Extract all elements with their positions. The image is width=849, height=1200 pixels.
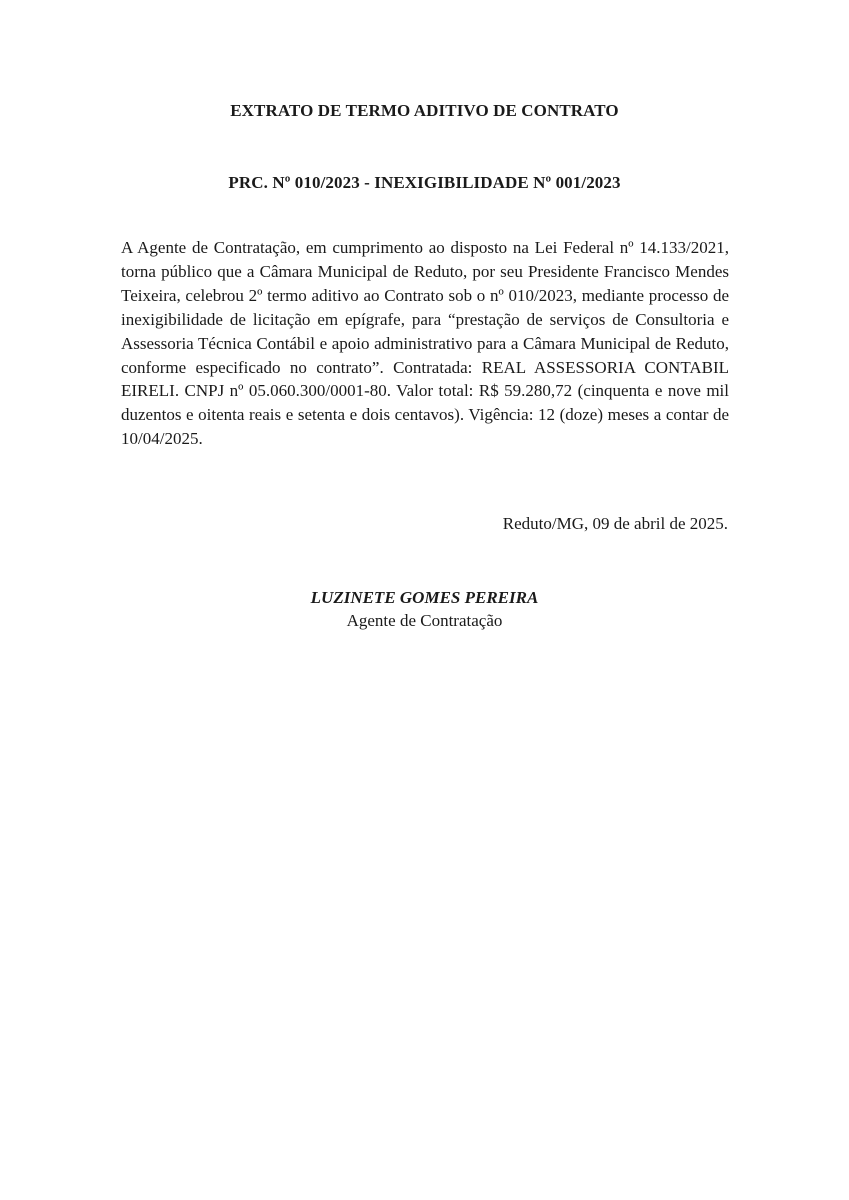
signer-name: LUZINETE GOMES PEREIRA: [310, 588, 539, 607]
contract-extract-paragraph: A Agente de Contratação, em cumprimento ao disposto na Lei Federal nº 14.133/2021, torna público que a Câmara Municipal de Reduto, por seu Presidente Francisco Mendes Teixeira, celebrou 2º termo aditivo ao Contrato sob o nº 010/2023, mediante processo de inexigibilidade de licitação em epígrafe, para “prestação de serviços de Consultoria e Assessoria Técnica Contábil e apoio administrativo para a Câmara Municipal de Reduto, conforme especificado no contrato”. Contratada: REAL ASSESSORIA CONTABIL EIRELI. CNPJ nº 05.060.300/0001-80. Valor total: R$ 59.280,72 (cinquenta e nove mil duzentos e oitenta reais e setenta e dois centavos). Vigência: 12 (doze) meses a contar de 10/04/2025.: [121, 238, 729, 449]
signature-block: [0, 586, 849, 632]
process-number-heading: PRC. Nº 010/2023 - INEXIGIBILIDADE Nº 001/2023: [228, 173, 621, 192]
document-title: EXTRATO DE TERMO ADITIVO DE CONTRATO: [230, 101, 619, 120]
place-and-date: Reduto/MG, 09 de abril de 2025.: [502, 514, 728, 533]
signer-role: Agente de Contratação: [346, 611, 503, 630]
